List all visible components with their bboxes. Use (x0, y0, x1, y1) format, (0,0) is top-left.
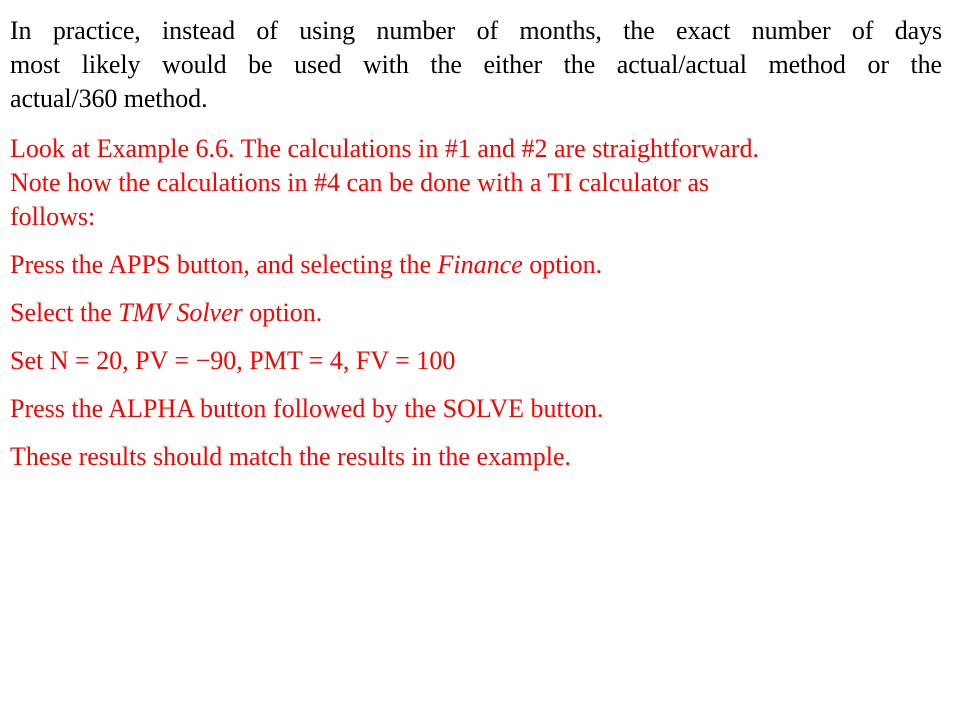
step-apps-emph: Finance (437, 250, 523, 279)
example-note-line: Look at Example 6.6. The calculations in #1 and #2 are straightforward. (10, 134, 759, 163)
step-solve: Press the ALPHA button followed by the SOLVE button. (10, 394, 604, 423)
step-tmv (10, 296, 942, 330)
intro-line: most likely would be used with the either the actual/actual method or the (10, 50, 942, 79)
step-apps-before: Press the APPS button, and selecting the (10, 250, 438, 279)
step-tmv-after: option. (242, 298, 323, 327)
slide-content (10, 14, 942, 474)
intro-line: In practice, instead of using number of months, the exact number of days (10, 16, 942, 45)
example-note-paragraph (10, 132, 942, 234)
step-tmv-emph: TMV Solver (118, 298, 243, 327)
step-apps-after: option. (522, 250, 603, 279)
step-apps (10, 248, 942, 282)
step-conclusion: These results should match the results in the example. (10, 442, 572, 471)
example-note-line: follows: (10, 202, 96, 231)
example-note-line: Note how the calculations in #4 can be done with a TI calculator as (10, 168, 710, 197)
intro-paragraph (10, 14, 942, 116)
intro-line: actual/360 method. (10, 84, 208, 113)
step-tmv-before: Select the (10, 298, 119, 327)
step-set-values: Set N = 20, PV = −90, PMT = 4, FV = 100 (10, 346, 456, 375)
